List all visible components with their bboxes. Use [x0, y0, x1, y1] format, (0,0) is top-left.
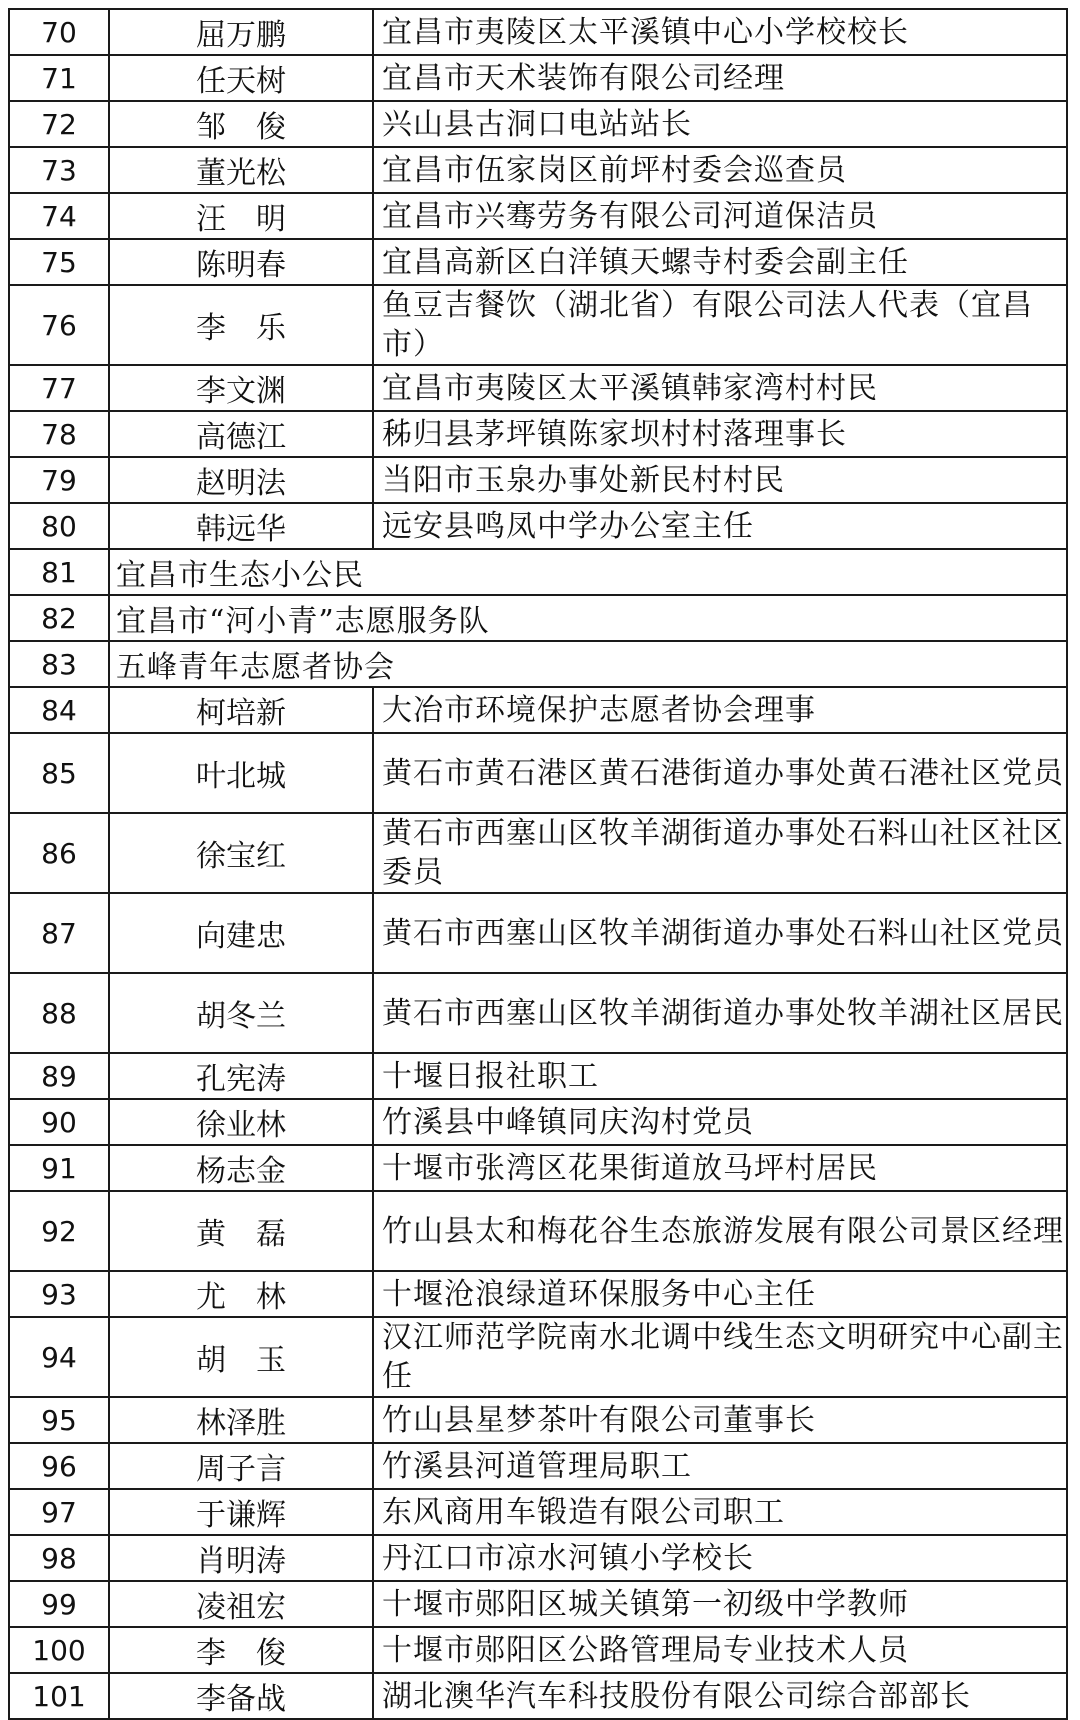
person-name: 徐业林	[109, 1099, 373, 1145]
table-row	[9, 893, 1067, 973]
row-number: 75	[9, 239, 109, 285]
table-row	[9, 641, 1067, 687]
table-row	[9, 1443, 1067, 1489]
person-name: 周子言	[109, 1443, 373, 1489]
affiliation-title: 东风商用车锻造有限公司职工	[373, 1489, 1067, 1535]
row-number: 83	[9, 641, 109, 687]
table-row	[9, 365, 1067, 411]
row-number: 95	[9, 1397, 109, 1443]
affiliation-title: 鱼豆吉餐饮（湖北省）有限公司法人代表（宜昌市）	[373, 285, 1067, 365]
row-number: 93	[9, 1271, 109, 1317]
row-number: 99	[9, 1581, 109, 1627]
affiliation-title: 十堰市张湾区花果街道放马坪村居民	[373, 1145, 1067, 1191]
table-row	[9, 1053, 1067, 1099]
table-row	[9, 813, 1067, 893]
affiliation-title: 远安县鸣凤中学办公室主任	[373, 503, 1067, 549]
table-row	[9, 973, 1067, 1053]
row-number: 79	[9, 457, 109, 503]
row-number: 76	[9, 285, 109, 365]
affiliation-title: 十堰日报社职工	[373, 1053, 1067, 1099]
person-name: 于谦辉	[109, 1489, 373, 1535]
affiliation-title: 黄石市西塞山区牧羊湖街道办事处牧羊湖社区居民	[373, 973, 1067, 1053]
table-row	[9, 1489, 1067, 1535]
table-row	[9, 1627, 1067, 1673]
row-number: 77	[9, 365, 109, 411]
table-row	[9, 687, 1067, 733]
person-name: 屈万鹏	[109, 9, 373, 55]
affiliation-title: 竹溪县中峰镇同庆沟村党员	[373, 1099, 1067, 1145]
row-number: 97	[9, 1489, 109, 1535]
table-row	[9, 55, 1067, 101]
row-number: 90	[9, 1099, 109, 1145]
person-name: 黄 磊	[109, 1191, 373, 1271]
table-row	[9, 1535, 1067, 1581]
row-number: 71	[9, 55, 109, 101]
person-name: 胡 玉	[109, 1317, 373, 1397]
affiliation-title: 竹山县星梦茶叶有限公司董事长	[373, 1397, 1067, 1443]
row-number: 73	[9, 147, 109, 193]
person-name: 汪 明	[109, 193, 373, 239]
person-name: 李文渊	[109, 365, 373, 411]
person-name: 任天树	[109, 55, 373, 101]
row-number: 72	[9, 101, 109, 147]
person-name: 韩远华	[109, 503, 373, 549]
person-name: 胡冬兰	[109, 973, 373, 1053]
table-row	[9, 1191, 1067, 1271]
affiliation-title: 宜昌高新区白洋镇天螺寺村委会副主任	[373, 239, 1067, 285]
affiliation-title: 宜昌市夷陵区太平溪镇中心小学校校长	[373, 9, 1067, 55]
affiliation-title: 宜昌市兴骞劳务有限公司河道保洁员	[373, 193, 1067, 239]
table-row	[9, 285, 1067, 365]
organization-name: 宜昌市生态小公民	[109, 549, 1067, 595]
affiliation-title: 宜昌市天术装饰有限公司经理	[373, 55, 1067, 101]
person-name: 向建忠	[109, 893, 373, 973]
person-name: 孔宪涛	[109, 1053, 373, 1099]
table-row	[9, 1397, 1067, 1443]
row-number: 78	[9, 411, 109, 457]
table-row	[9, 239, 1067, 285]
person-name: 叶北城	[109, 733, 373, 813]
person-name: 肖明涛	[109, 1535, 373, 1581]
table-row	[9, 503, 1067, 549]
affiliation-title: 十堰市郧阳区城关镇第一初级中学教师	[373, 1581, 1067, 1627]
person-name: 陈明春	[109, 239, 373, 285]
affiliation-title: 十堰沧浪绿道环保服务中心主任	[373, 1271, 1067, 1317]
person-name: 徐宝红	[109, 813, 373, 893]
row-number: 100	[9, 1627, 109, 1673]
person-name: 李备战	[109, 1673, 373, 1719]
row-number: 85	[9, 733, 109, 813]
row-number: 86	[9, 813, 109, 893]
table-body	[9, 9, 1067, 1719]
person-name: 邹 俊	[109, 101, 373, 147]
honor-list-table	[8, 8, 1068, 1720]
row-number: 96	[9, 1443, 109, 1489]
row-number: 88	[9, 973, 109, 1053]
affiliation-title: 汉江师范学院南水北调中线生态文明研究中心副主任	[373, 1317, 1067, 1397]
row-number: 81	[9, 549, 109, 595]
row-number: 82	[9, 595, 109, 641]
affiliation-title: 十堰市郧阳区公路管理局专业技术人员	[373, 1627, 1067, 1673]
organization-name: 五峰青年志愿者协会	[109, 641, 1067, 687]
table-row	[9, 457, 1067, 503]
row-number: 80	[9, 503, 109, 549]
table-row	[9, 147, 1067, 193]
table-row	[9, 1145, 1067, 1191]
row-number: 74	[9, 193, 109, 239]
row-number: 94	[9, 1317, 109, 1397]
row-number: 98	[9, 1535, 109, 1581]
affiliation-title: 当阳市玉泉办事处新民村村民	[373, 457, 1067, 503]
table-row	[9, 733, 1067, 813]
row-number: 89	[9, 1053, 109, 1099]
person-name: 董光松	[109, 147, 373, 193]
row-number: 91	[9, 1145, 109, 1191]
affiliation-title: 兴山县古洞口电站站长	[373, 101, 1067, 147]
table-row	[9, 595, 1067, 641]
row-number: 84	[9, 687, 109, 733]
person-name: 李 俊	[109, 1627, 373, 1673]
affiliation-title: 秭归县茅坪镇陈家坝村村落理事长	[373, 411, 1067, 457]
table-row	[9, 1673, 1067, 1719]
row-number: 101	[9, 1673, 109, 1719]
person-name: 凌祖宏	[109, 1581, 373, 1627]
person-name: 高德江	[109, 411, 373, 457]
affiliation-title: 竹溪县河道管理局职工	[373, 1443, 1067, 1489]
affiliation-title: 黄石市黄石港区黄石港街道办事处黄石港社区党员	[373, 733, 1067, 813]
table-row	[9, 1271, 1067, 1317]
table-row	[9, 1099, 1067, 1145]
person-name: 赵明法	[109, 457, 373, 503]
table-row	[9, 1581, 1067, 1627]
person-name: 林泽胜	[109, 1397, 373, 1443]
row-number: 87	[9, 893, 109, 973]
table-row	[9, 9, 1067, 55]
row-number: 92	[9, 1191, 109, 1271]
table-row	[9, 549, 1067, 595]
affiliation-title: 黄石市西塞山区牧羊湖街道办事处石料山社区社区委员	[373, 813, 1067, 893]
person-name: 柯培新	[109, 687, 373, 733]
affiliation-title: 宜昌市夷陵区太平溪镇韩家湾村村民	[373, 365, 1067, 411]
table-row	[9, 1317, 1067, 1397]
affiliation-title: 大冶市环境保护志愿者协会理事	[373, 687, 1067, 733]
table-row	[9, 411, 1067, 457]
person-name: 李 乐	[109, 285, 373, 365]
table-row	[9, 193, 1067, 239]
affiliation-title: 黄石市西塞山区牧羊湖街道办事处石料山社区党员	[373, 893, 1067, 973]
person-name: 尤 林	[109, 1271, 373, 1317]
affiliation-title: 宜昌市伍家岗区前坪村委会巡查员	[373, 147, 1067, 193]
person-name: 杨志金	[109, 1145, 373, 1191]
row-number: 70	[9, 9, 109, 55]
organization-name: 宜昌市“河小青”志愿服务队	[109, 595, 1067, 641]
affiliation-title: 湖北澳华汽车科技股份有限公司综合部部长	[373, 1673, 1067, 1719]
affiliation-title: 丹江口市凉水河镇小学校长	[373, 1535, 1067, 1581]
affiliation-title: 竹山县太和梅花谷生态旅游发展有限公司景区经理	[373, 1191, 1067, 1271]
table-row	[9, 101, 1067, 147]
